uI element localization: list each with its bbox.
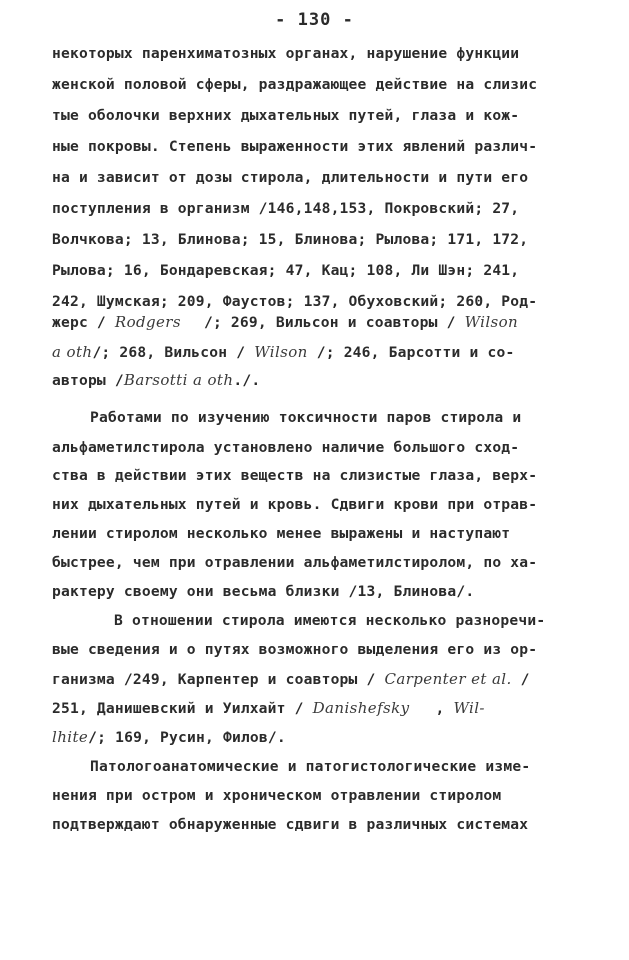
text-line [52,312,518,333]
handwritten-annotation: Danishefsky [312,699,410,717]
handwritten-annotation: Barsotti a oth [123,371,234,389]
text-line: В отношении стирола имеются несколько разноречи- [114,612,546,629]
text-line: Волчкова; 13, Блинова; 15, Блинова; Рылова; 171, 172, [52,231,529,248]
text-line [52,727,286,748]
handwritten-annotation: Wil- [453,699,485,717]
text-line [52,342,514,363]
text-line: быстрее, чем при отравлении альфаметилстиролом, по ха- [52,554,538,571]
typed-text: /; 269, Вильсон и соавторы / [194,314,465,331]
text-line: на и зависит от дозы стирола, длительности и пути его [52,169,529,186]
text-line [52,370,260,391]
text-line: поступления в организм /146,148,153, Покровский; 27, [52,200,520,217]
text-line: Рылова; 16, Бондаревская; 47, Кац; 108, Ли Шэн; 241, [52,262,520,279]
text-line: тые оболочки верхних дыхательных путей, глаза и кож- [52,107,520,124]
text-line: вые сведения и о путях возможного выделения его из ор- [52,641,538,658]
text-line: 242, Шумская; 209, Фаустов; 137, Обуховский; 260, Род- [52,293,538,310]
typed-text: / [511,671,530,688]
typed-text: жерс / [52,314,115,331]
handwritten-annotation: Rodgers [114,313,181,331]
handwritten-annotation: Carpenter et al. [384,670,512,688]
text-line [52,669,530,690]
handwritten-annotation: Wilson [254,343,308,361]
text-line: альфаметилстирола установлено наличие большого сход- [52,439,520,456]
text-line: некоторых паренхиматозных органах, нарушение функции [52,45,520,62]
typed-text: /; 246, Барсотти и со- [307,344,515,361]
typed-text: ./. [233,372,261,389]
text-line: Работами по изучению токсичности паров стирола и [90,409,522,426]
handwritten-annotation: lhite [52,728,89,746]
typed-text: авторы / [52,372,124,389]
text-line: женской половой сферы, раздражающее действие на слизис [52,76,538,93]
text-line: них дыхательных путей и кровь. Сдвиги крови при отрав- [52,496,538,513]
text-line: рактеру своему они весьма близки /13, Блинова/. [52,583,475,600]
handwritten-annotation: Wilson [464,313,519,331]
text-line: подтверждают обнаруженные сдвиги в различных системах [52,816,529,833]
typed-text: ганизма /249, Карпентер и соавторы / [52,671,385,688]
text-line: нения при остром и хроническом отравлении стиролом [52,787,502,804]
handwritten-annotation: a oth [52,343,93,361]
text-line: ства в действии этих веществ на слизистые глаза, верх- [52,467,538,484]
typed-text: , [435,700,454,717]
typed-text: 251, Данишевский и Уилхайт / [52,700,313,717]
text-line: лении стиролом несколько менее выражены и наступают [52,525,511,542]
typed-text: /; 268, Вильсон / [92,344,255,361]
typed-text: /; 169, Русин, Филов/. [88,729,286,746]
text-line: ные покровы. Степень выраженности этих явлений различ- [52,138,538,155]
text-line: Патологоанатомические и патогистологические изме- [90,758,531,775]
text-line [52,698,485,719]
page-number: - 130 - [275,10,354,30]
